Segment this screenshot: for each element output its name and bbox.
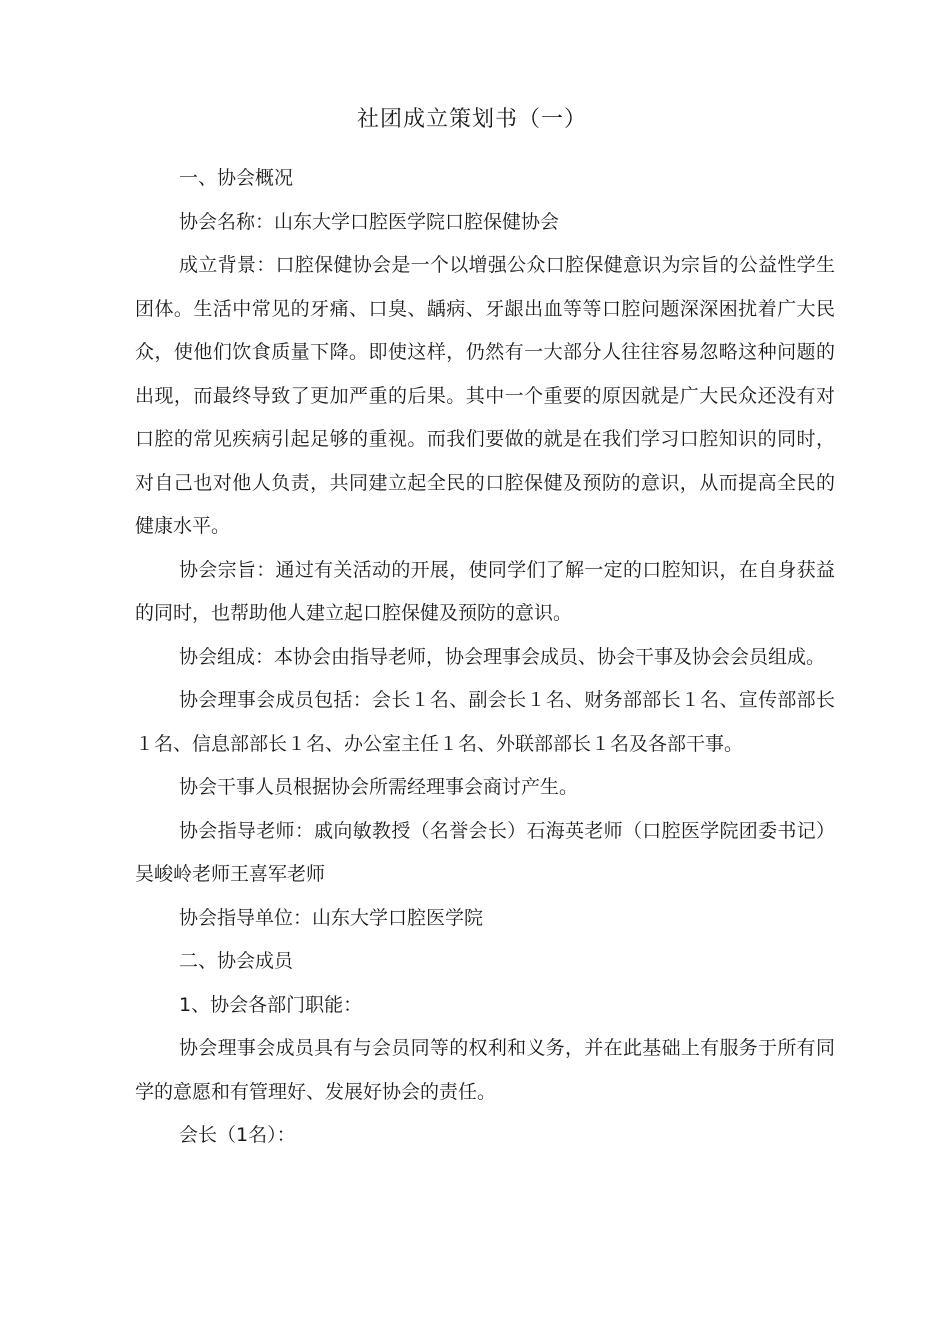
paragraph: 协会指导老师：戚向敏教授（名誉会长）石海英老师（口腔医学院团委书记）吴峻岭老师王喜军老师 xyxy=(135,819,835,885)
paragraph: 协会宗旨：通过有关活动的开展，使同学们了解一定的口腔知识，在自身获益的同时，也帮助他人建立起口腔保健及预防的意识。 xyxy=(135,558,835,624)
document-body xyxy=(135,157,835,1158)
paragraph: 会长（1名）： xyxy=(179,1124,296,1146)
paragraph: 协会指导单位：山东大学口腔医学院 xyxy=(179,906,484,929)
paragraph: 协会理事会成员包括：会长１名、副会长１名、财务部部长１名、宣传部部长１名、信息部部长１名、办公室主任１名、外联部部长１名及各部干事。 xyxy=(135,689,835,755)
section-heading: 一、协会概况 xyxy=(179,167,294,189)
paragraph: 协会组成：本协会由指导老师，协会理事会成员、协会干事及协会会员组成。 xyxy=(179,645,826,668)
subsection-heading: 1、协会各部门职能： xyxy=(179,993,363,1016)
paragraph: 成立背景：口腔保健协会是一个以增强公众口腔保健意识为宗旨的公益性学生团体。生活中常见的牙痛、口臭、龋病、牙龈出血等等口腔问题深深困扰着广大民众，使他们饮食质量下降。即使这样，仍然有一大部分人往往容易忽略这种问题的出现，而最终导致了更加严重的后果。其中一个重要的原因就是广大民众还没有对口腔的常见疾病引起足够的重视。而我们要做的就是在我们学习口腔知识的同时，对自己也对他人负责，共同建立起全民的口腔保健及预防的意识，从而提高全民的健康水平。 xyxy=(135,254,835,537)
document-title: 社团成立策划书（一） xyxy=(356,107,587,132)
paragraph: 协会理事会成员具有与会员同等的权利和义务，并在此基础上有服务于所有同学的意愿和有管理好、发展好协会的责任。 xyxy=(135,1037,835,1103)
section-heading: 二、协会成员 xyxy=(179,950,294,972)
paragraph: 协会干事人员根据协会所需经理事会商讨产生。 xyxy=(179,776,579,798)
paragraph: 协会名称：山东大学口腔医学院口腔保健协会 xyxy=(179,210,560,233)
